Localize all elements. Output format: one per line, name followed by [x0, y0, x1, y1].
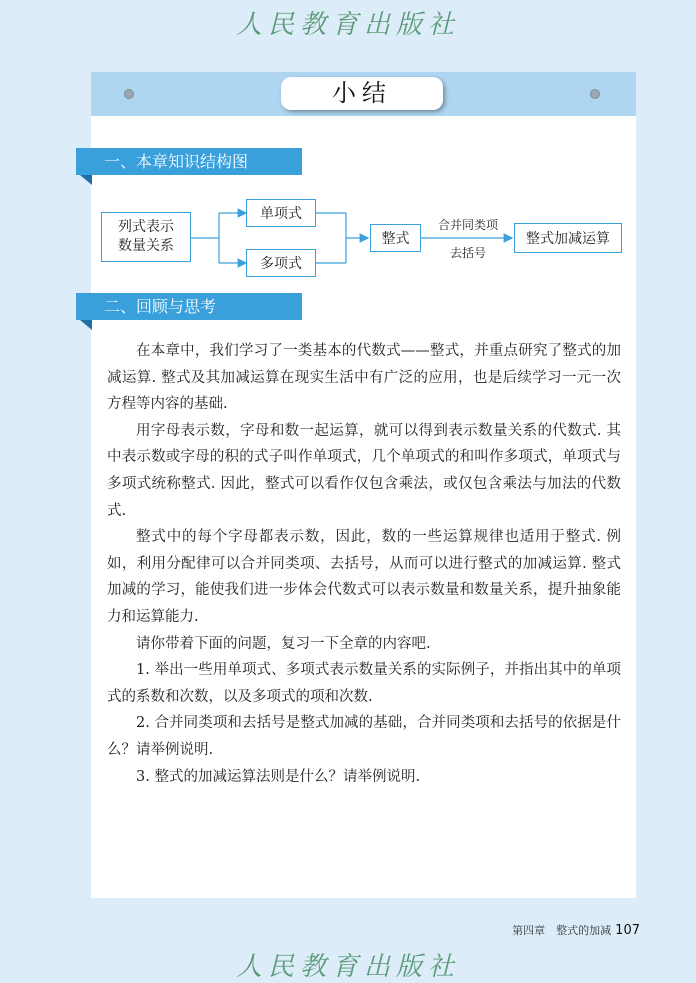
review-body — [107, 338, 621, 790]
publisher-watermark-top: 人民教育出版社 — [235, 10, 460, 40]
page-footer — [490, 922, 640, 938]
edge-label-combine: 合并同类项 — [437, 218, 498, 232]
section-heading-structure: 一、本章知识结构图 — [76, 148, 302, 175]
diagram-node-source — [101, 212, 191, 262]
source-line-2: 数量关系 — [118, 238, 174, 254]
paragraph: 整式中的每个字母都表示数，因此，数的一些运算规律也适用于整式. 例如，利用分配律可以合并同类项、去括号，从而可以进行整式的加减运算. 整式加减的学习，能使我们进一步体会代数式可以表示数量和数量关系，提升抽象能力和运算能力. — [107, 529, 621, 625]
section-heading-review: 二、回顾与思考 — [76, 293, 302, 320]
page-title: 小结 — [281, 77, 443, 110]
paragraph: 请你带着下面的问题，复习一下全章的内容吧. — [136, 635, 431, 652]
edge-label-remove-brackets: 去括号 — [449, 246, 486, 260]
band-fold-icon — [80, 320, 92, 330]
source-line-1: 列式表示 — [118, 219, 174, 235]
diagram-node-integral: 整式 — [370, 224, 421, 252]
paragraph: 用字母表示数，字母和数一起运算，就可以得到表示数量关系的代数式. 其中表示数或字母的积的式子叫作单项式，几个单项式的和叫作多项式，单项式与多项式统称整式. 因此，整式可以看作仅包含乘法，或仅包含乘法与加法的代数式. — [107, 422, 621, 519]
question-item: 3. 整式的加减运算法则是什么？请举例说明. — [136, 768, 421, 785]
diagram-node-monomial: 单项式 — [246, 199, 316, 227]
diagram-node-polynomial: 多项式 — [246, 249, 316, 277]
publisher-watermark-bottom: 人民教育出版社 — [235, 952, 460, 982]
chapter-label: 第四章 整式的加减 — [512, 924, 612, 937]
question-item: 1. 举出一些用单项式、多项式表示数量关系的实际例子，并指出其中的单项式的系数和次数，以及多项式的项和次数. — [107, 662, 621, 705]
diagram-node-target: 整式加减运算 — [514, 223, 622, 253]
question-item: 2. 合并同类项和去括号是整式加减的基础，合并同类项和去括号的依据是什么？请举例说明. — [107, 715, 621, 758]
page-number: 107 — [615, 923, 640, 938]
paragraph: 在本章中，我们学习了一类基本的代数式——整式，并重点研究了整式的加减运算. 整式及其加减运算在现实生活中有广泛的应用，也是后续学习一元一次方程等内容的基础. — [107, 343, 621, 413]
